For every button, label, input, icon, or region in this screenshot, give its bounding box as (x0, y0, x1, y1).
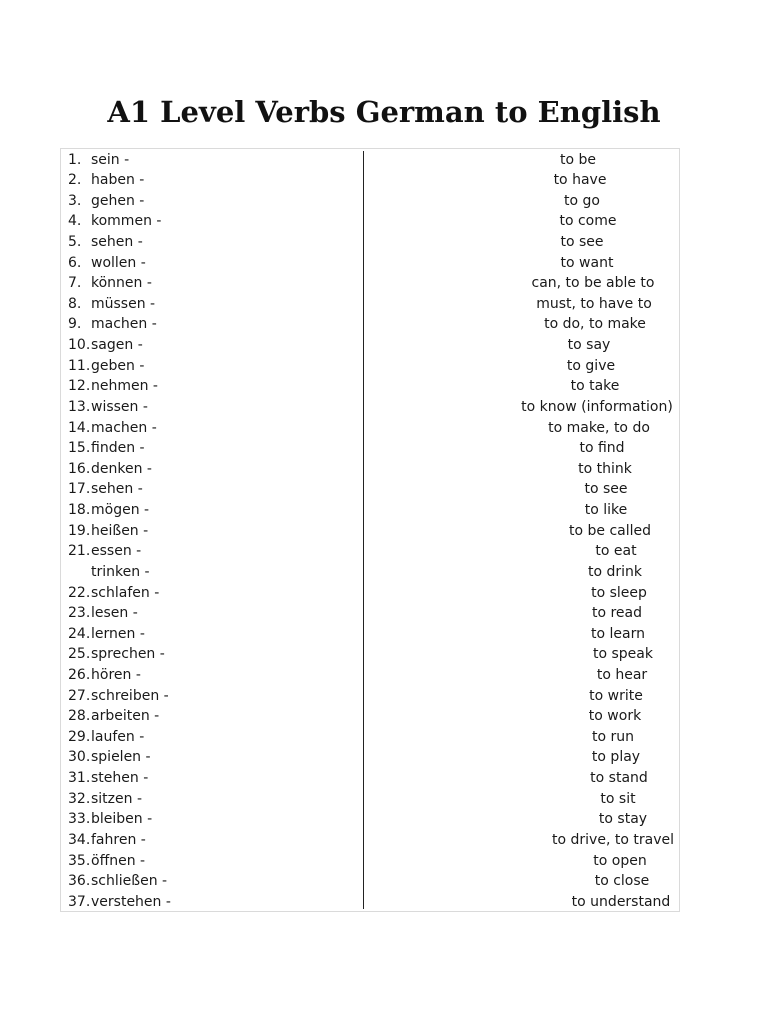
german-verb: stehen - (91, 770, 149, 787)
verb-number: 22. (68, 584, 91, 601)
table-row (61, 562, 679, 583)
english-translation: to find (579, 440, 625, 457)
german-verb: gehen - (91, 192, 145, 209)
english-translation: must, to have to (536, 295, 652, 312)
table-row (61, 253, 679, 274)
table-row (61, 768, 679, 789)
english-translation: to come (559, 213, 617, 230)
english-translation: to eat (595, 543, 637, 560)
verb-number: 12. (68, 378, 91, 395)
verb-number: 14. (68, 419, 91, 436)
german-verb: schlafen - (91, 584, 160, 601)
english-translation: to give (566, 357, 616, 374)
german-verb: müssen - (91, 295, 156, 312)
english-translation: to write (589, 687, 643, 704)
german-verb: lesen - (91, 605, 138, 622)
verb-number: 4. (68, 213, 82, 230)
german-verb: können - (91, 275, 152, 292)
german-verb: essen - (91, 543, 142, 560)
german-verb: lernen - (91, 625, 145, 642)
english-translation: to hear (596, 667, 648, 683)
verb-number: 10. (68, 337, 91, 354)
german-verb: haben - (91, 172, 145, 189)
verb-number: 1. (68, 151, 82, 168)
verb-number: 7. (68, 275, 82, 292)
verb-number: 30. (68, 749, 91, 766)
german-verb: wollen - (91, 254, 146, 271)
english-translation: to open (593, 852, 647, 869)
english-translation: to stay (598, 811, 648, 828)
german-verb: spielen - (91, 749, 151, 766)
table-row (61, 170, 679, 191)
german-verb: sitzen - (91, 790, 143, 807)
verb-number: 27. (68, 687, 91, 704)
verb-number: 6. (68, 254, 82, 271)
table-row (61, 418, 679, 439)
verb-number: 37. (68, 893, 91, 910)
table-row (61, 789, 679, 810)
verb-number: 9. (68, 316, 82, 333)
verb-number: 36. (68, 873, 91, 890)
table-row (61, 892, 679, 913)
verb-number: 5. (68, 233, 82, 250)
verb-number: 11. (68, 357, 91, 374)
german-verb: sagen - (91, 337, 143, 354)
table-row (61, 500, 679, 521)
english-translation: to like (584, 502, 628, 519)
english-translation: to go (564, 192, 600, 209)
verb-number: 26. (68, 667, 91, 683)
verb-number: 19. (68, 522, 91, 539)
english-translation: to play (591, 749, 641, 766)
table-row (61, 583, 679, 604)
german-verb: schreiben - (91, 687, 169, 704)
english-translation: to be (559, 151, 597, 168)
table-row (61, 459, 679, 480)
verb-number: 25. (68, 646, 91, 663)
verb-number: 29. (68, 728, 91, 745)
table-row (61, 273, 679, 294)
german-verb: schließen - (91, 873, 168, 890)
german-verb: hören - (91, 667, 141, 683)
table-row (61, 809, 679, 830)
table-row (61, 314, 679, 335)
german-verb: trinken - (91, 563, 150, 580)
table-row (61, 706, 679, 727)
german-verb: finden - (91, 440, 145, 457)
german-verb: bleiben - (91, 811, 153, 828)
english-translation: to drink (587, 563, 643, 580)
english-translation: to work (588, 708, 642, 725)
german-verb: denken - (91, 460, 152, 477)
table-row (61, 335, 679, 356)
english-translation: to have (553, 172, 607, 189)
table-row (61, 211, 679, 232)
table-row (61, 150, 679, 171)
english-translation: to be called (568, 522, 652, 539)
table-row (61, 686, 679, 707)
verb-number: 13. (68, 398, 91, 415)
table-row (61, 603, 679, 624)
german-verb: sehen - (91, 233, 143, 250)
verb-number: 33. (68, 811, 91, 828)
english-translation: to sleep (591, 584, 647, 601)
german-verb: geben - (91, 357, 145, 374)
table-row (61, 521, 679, 542)
german-verb: wissen - (91, 398, 148, 415)
table-row (61, 376, 679, 397)
verb-number: 31. (68, 770, 91, 787)
verb-number: 35. (68, 852, 91, 869)
table-row (61, 830, 679, 851)
german-verb: verstehen - (91, 893, 171, 910)
english-translation: can, to be able to (531, 275, 655, 292)
table-row (61, 191, 679, 212)
english-translation: to take (570, 378, 620, 395)
english-translation: to sit (600, 790, 636, 807)
table-row (61, 397, 679, 418)
verb-number: 17. (68, 481, 91, 498)
table-row (61, 665, 679, 686)
english-translation: to understand (571, 893, 671, 910)
german-verb: fahren - (91, 831, 146, 848)
table-row (61, 851, 679, 872)
english-translation: to see (584, 481, 628, 498)
table-row (61, 644, 679, 665)
german-verb: machen - (91, 316, 157, 333)
table-row (61, 727, 679, 748)
german-verb: nehmen - (91, 378, 158, 395)
verb-number: 21. (68, 543, 91, 560)
verb-number: 3. (68, 192, 82, 209)
english-translation: to stand (590, 770, 648, 787)
german-verb: mögen - (91, 502, 150, 519)
verb-number: 16. (68, 460, 91, 477)
verb-number: 18. (68, 502, 91, 519)
verb-number: 34. (68, 831, 91, 848)
german-verb: kommen - (91, 213, 162, 230)
german-verb: öffnen - (91, 852, 146, 869)
table-row (61, 438, 679, 459)
verb-table (60, 148, 680, 912)
german-verb: laufen - (91, 728, 145, 745)
english-translation: to speak (593, 646, 653, 663)
verb-number: 2. (68, 172, 82, 189)
table-row (61, 541, 679, 562)
table-row (61, 624, 679, 645)
german-verb: sein - (91, 151, 130, 168)
verb-number: 24. (68, 625, 91, 642)
verb-number: 15. (68, 440, 91, 457)
english-translation: to close (594, 873, 650, 890)
table-row (61, 232, 679, 253)
english-translation: to do, to make (544, 316, 646, 333)
english-translation: to say (567, 337, 611, 354)
english-translation: to read (591, 605, 643, 622)
german-verb: arbeiten - (91, 708, 160, 725)
verb-number: 23. (68, 605, 91, 622)
english-translation: to learn (591, 625, 645, 642)
table-row (61, 356, 679, 377)
german-verb: machen - (91, 419, 157, 436)
table-row (61, 479, 679, 500)
verb-number: 28. (68, 708, 91, 725)
english-translation: to see (560, 233, 604, 250)
page-title: A1 Level Verbs German to English (107, 95, 661, 129)
table-row (61, 294, 679, 315)
english-translation: to run (591, 728, 635, 745)
table-row (61, 871, 679, 892)
english-translation: to make, to do (548, 419, 650, 436)
verb-number: 8. (68, 295, 82, 312)
english-translation: to drive, to travel (552, 831, 674, 848)
english-translation: to think (578, 460, 632, 477)
english-translation: to know (information) (521, 398, 673, 415)
german-verb: sehen - (91, 481, 143, 498)
german-verb: sprechen - (91, 646, 165, 663)
verb-number: 32. (68, 790, 91, 807)
english-translation: to want (560, 254, 614, 271)
table-row (61, 747, 679, 768)
german-verb: heißen - (91, 522, 149, 539)
